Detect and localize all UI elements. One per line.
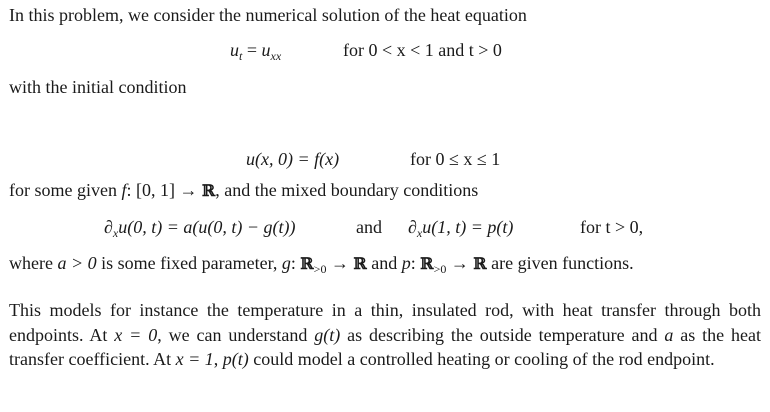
bc-left-partial: ∂ [104,217,113,237]
model-description-paragraph [9,298,761,372]
para-s1: This models for instance the temperature in a thin, insulated rod, with heat transfer through both endpoints. At [9,300,761,345]
heat-equation: $u_t = u_{xx}$ [230,40,282,63]
initial-condition-text: with the initial condition [9,77,187,97]
given-function-text [9,178,478,203]
para-pt: p(t) [222,349,249,369]
where-r4: ℝ [473,254,487,273]
para-s4: as the heat transfer coefficient. At [9,324,762,369]
eq1-rhs: u [261,40,271,60]
para-s2: , we can understand [157,324,308,345]
initial-condition-formula: u(x, 0) = f(x) [246,149,340,169]
para-s3: as describing the outside temperature and [347,324,658,345]
bc-left-rest: u(0, t) = a(u(0, t) − g(t)) [118,217,296,237]
given-pre: for some given [9,180,117,200]
where-r3: ℝ [420,254,434,273]
para-s5: , [213,349,219,369]
where-end: are given functions. [491,253,634,273]
bc-left-sub: x [112,226,119,240]
eq1-rhs-sub: xx [270,49,282,63]
where-colon2: : [410,253,416,273]
bc-right-rest: u(1, t) = p(t) [422,217,514,237]
para-x0: x = 0 [114,324,158,345]
given-f: f [121,180,127,200]
para-s6: could model a controlled heating or cooling of the rod endpoint. [253,349,715,369]
where-r2: ℝ [353,254,367,273]
bc-right-partial: ∂ [408,217,417,237]
given-post: , and the mixed boundary conditions [215,180,479,200]
intro-text: In this problem, we consider the numerical solution of the heat equation [9,5,527,25]
where-arrow1: → [330,253,349,273]
heat-equation-condition: for 0 < x < 1 and t > 0 [343,40,502,60]
where-arrow2: → [450,253,469,273]
eq1-lhs-sub: t [239,49,243,63]
initial-condition-range: for 0 ≤ x ≤ 1 [410,149,501,169]
boundary-and: and [356,217,382,237]
boundary-condition-left [104,215,295,241]
para-a: a [664,324,674,345]
boundary-time-condition: for t > 0, [580,217,644,237]
where-p1: where [9,253,53,273]
where-r3-sub: >0 [433,262,447,276]
where-r1: ℝ [300,254,314,273]
where-and: and [371,253,398,273]
where-a: a > 0 [57,253,97,273]
where-colon1: : [290,253,296,273]
given-map: : [0, 1] → [126,180,198,200]
para-gt: g(t) [314,324,341,345]
where-p2: is some fixed parameter, [101,253,278,273]
eq1-lhs: u [230,40,239,60]
where-p: p [401,253,411,273]
para-x1: x = 1 [175,349,214,369]
bc-right-sub: x [416,226,423,240]
where-g: g [281,253,291,273]
boundary-condition-right [408,215,513,241]
where-text [9,251,634,277]
where-r1-sub: >0 [313,262,327,276]
given-reals: ℝ [202,181,216,200]
